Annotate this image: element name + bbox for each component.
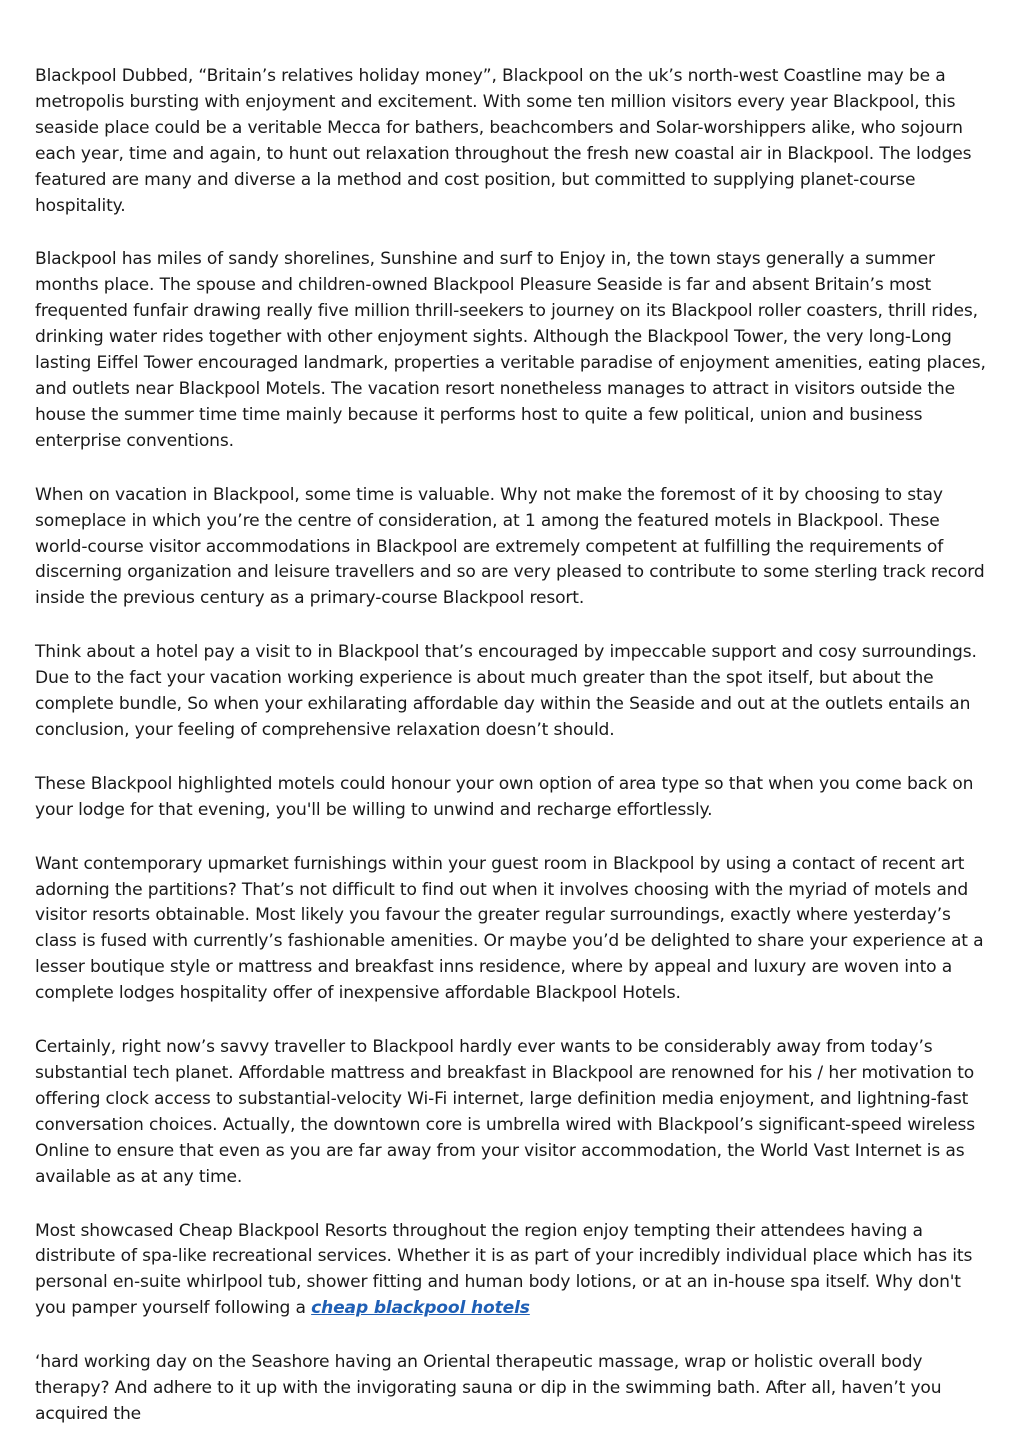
paragraph-9: ‘hard working day on the Seashore having an Oriental therapeutic massage, wrap or holistic overall body therapy? And adhere to it up with the invigorating sauna or dip in the swimming bath. After all, haven’t you acquired the <box>35 1352 942 1424</box>
paragraph-8 <box>35 1219 995 1323</box>
paragraph-5: These Blackpool highlighted motels could honour your own option of area type so that when you come back on your lodge for that evening, you'll be willing to unwind and recharge effortlessly. <box>35 773 974 820</box>
paragraph-6: Want contemporary upmarket furnishings within your guest room in Blackpool by using a contact of recent art adorning the partitions? That’s not difficult to find out when it involves choosing with the myriad of motels and visitor resorts obtainable. Most likely you favour the greater regular surroundings, exactly where yesterday’s class is fused with currently’s fashionable amenities. Or maybe you’d be delighted to share your experience at a lesser boutique style or mattress and breakfast inns residence, where by appeal and luxury are woven into a complete lodges hospitality offer of inexpensive affordable Blackpool Hotels. <box>35 853 984 1004</box>
paragraph-8-text: Most showcased Cheap Blackpool Resorts throughout the region enjoy tempting their attendees having a distribute of spa-like recreational services. Whether it is as part of your incredibly individual place which has its personal en-suite whirlpool tub, shower fitting and human body lotions, or at an in-house spa itself. Why don't you pamper yourself following a <box>35 1220 973 1319</box>
paragraph-7: Certainly, right now’s savvy traveller to Blackpool hardly ever wants to be considerably away from today’s substantial tech planet. Affordable mattress and breakfast in Blackpool are renowned for his / her motivation to offering clock access to substantial-velocity Wi-Fi internet, large definition media enjoyment, and lightning-fast conversation choices. Actually, the downtown core is umbrella wired with Blackpool’s significant-speed wireless Online to ensure that even as you are far away from your visitor accommodation, the World Vast Internet is as available as at any time. <box>35 1037 976 1187</box>
document-body <box>35 64 995 1428</box>
paragraph-3: When on vacation in Blackpool, some time is valuable. Why not make the foremost of it by choosing to stay someplace in which you’re the centre of consideration, at 1 among the featured motels in Blackpool. These world-course visitor accommodations in Blackpool are extremely competent at fulfilling the requirements of discerning organization and leisure travellers and so are very pleased to contribute to some sterling track record inside the previous century as a primary-course Blackpool resort. <box>35 484 985 609</box>
paragraph-1: Blackpool Dubbed, “Britain’s relatives holiday money”, Blackpool on the uk’s north-west Coastline may be a metropolis bursting with enjoyment and excitement. With some ten million visitors every year Blackpool, this seaside place could be a veritable Mecca for bathers, beachcombers and Solar-worshippers alike, who sojourn each year, time and again, to hunt out relaxation throughout the fresh new coastal air in Blackpool. The lodges featured are many and diverse a la method and cost position, but committed to supplying planet-course hospitality. <box>35 66 972 216</box>
cheap-blackpool-hotels-link[interactable]: cheap blackpool hotels <box>311 1298 530 1319</box>
paragraph-4: Think about a hotel pay a visit to in Blackpool that’s encouraged by impeccable support and cosy surroundings. Due to the fact your vacation working experience is about much greater than the spot itself, but about the complete bundle, So when your exhilarating affordable day within the Seaside and out at the outlets entails an conclusion, your feeling of comprehensive relaxation doesn’t should. <box>35 642 977 740</box>
paragraph-2: Blackpool has miles of sandy shorelines, Sunshine and surf to Enjoy in, the town stays generally a summer months place. The spouse and children-owned Blackpool Pleasure Seaside is far and absent Britain’s most frequented funfair drawing really five million thrill-seekers to journey on its Blackpool roller coasters, thrill rides, drinking water rides together with other enjoyment sights. Although the Blackpool Tower, the very long-Long lasting Eiffel Tower encouraged landmark, properties a veritable paradise of enjoyment amenities, eating places, and outlets near Blackpool Motels. The vacation resort nonetheless manages to attract in visitors outside the house the summer time time mainly because it performs host to quite a few political, union and business enterprise conventions. <box>35 249 986 451</box>
